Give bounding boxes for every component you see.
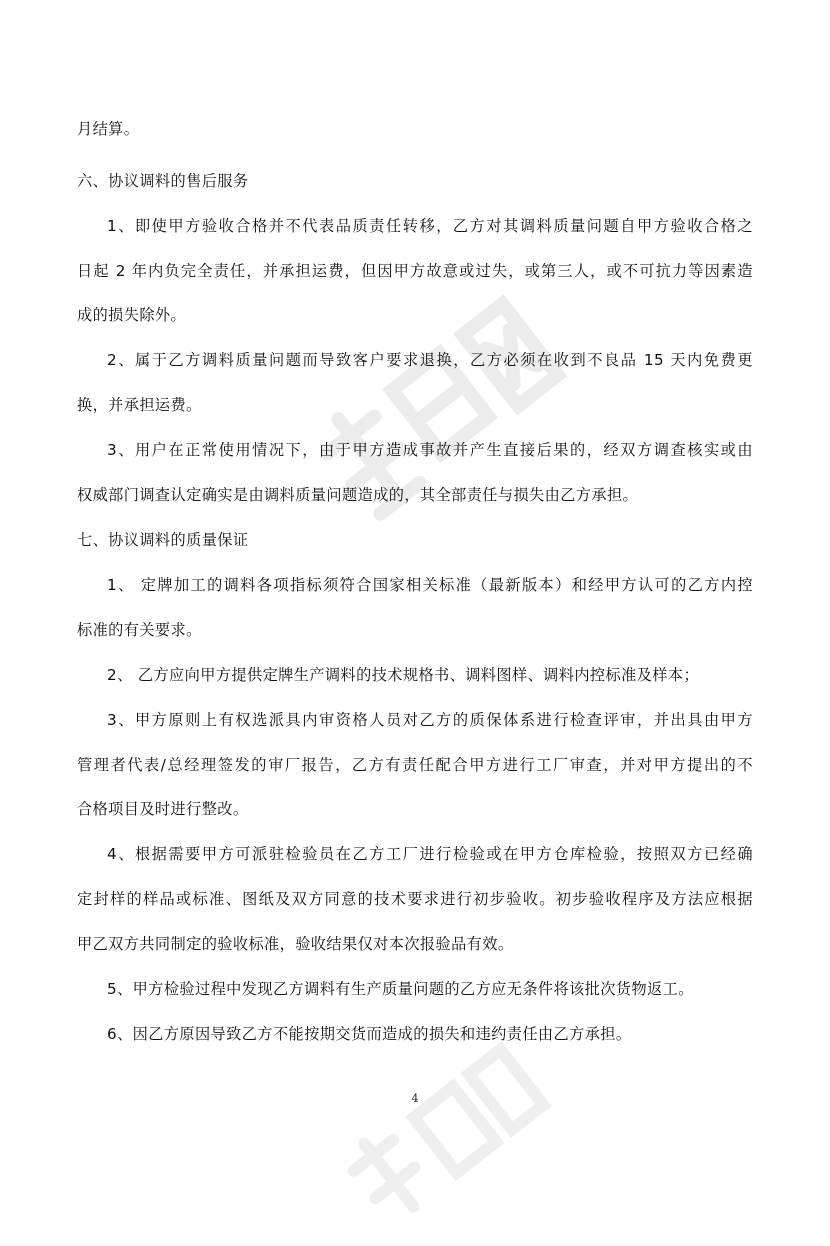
text-line: 标准的有关要求。 — [77, 621, 202, 639]
text-line: 1、即使甲方验收合格并不代表品质责任转移，乙方对其调料质量问题自甲方验收合格之 — [107, 217, 753, 235]
text-line: 4、根据需要甲方可派驻检验员在乙方工厂进行检验或在甲方仓库检验，按照双方已经确 — [107, 845, 753, 863]
text-line: 2、 乙方应向甲方提供定牌生产调料的技术规格书、调料图样、调料内控标准及样本； — [107, 666, 700, 684]
text-line: 合格项目及时进行整改。 — [77, 800, 249, 818]
text-line: 月结算。 — [77, 120, 140, 138]
text-line: 3、甲方原则上有权选派具内审资格人员对乙方的质保体系进行检查评审，并出具由甲方 — [107, 711, 753, 729]
text-line: 成的损失除外。 — [77, 306, 187, 324]
section-heading: 七、协议调料的质量保证 — [77, 531, 249, 549]
text-line: 权威部门调查认定确实是由调料质量问题造成的，其全部责任与损失由乙方承担。 — [77, 486, 639, 504]
text-line: 2、属于乙方调料质量问题而导致客户要求退换，乙方必须在收到不良品 15 天内免费更 — [107, 351, 753, 369]
text-line: 6、因乙方原因导致乙方不能按期交货而造成的损失和违约责任由乙方承担。 — [107, 1025, 632, 1043]
text-line: 5、甲方检验过程中发现乙方调料有生产质量问题的乙方应无条件将该批次货物返工。 — [107, 980, 694, 998]
text-line: 管理者代表/总经理签发的审厂报告，乙方有责任配合甲方进行工厂审查，并对甲方提出的不 — [77, 756, 753, 774]
text-line: 甲乙双方共同制定的验收标准，验收结果仅对本次报验品有效。 — [77, 935, 514, 953]
text-line: 1、 定牌加工的调料各项指标须符合国家相关标准（最新版本）和经甲方认可的乙方内控 — [107, 576, 753, 594]
text-line: 日起 2 年内负完全责任，并承担运费，但因甲方故意或过失，或第三人，或不可抗力等因素造 — [77, 262, 753, 280]
watermark-icon — [319, 1024, 560, 1246]
text-line: 换，并承担运费。 — [77, 396, 202, 414]
section-heading: 六、协议调料的售后服务 — [77, 172, 249, 190]
page-number: 4 — [411, 1092, 419, 1105]
text-line: 定封样的样品或标准、图纸及双方同意的技术要求进行初步验收。初步验收程序及方法应根据 — [77, 890, 753, 908]
text-line: 3、用户在正常使用情况下，由于甲方造成事故并产生直接后果的，经双方调查核实或由 — [107, 441, 753, 459]
